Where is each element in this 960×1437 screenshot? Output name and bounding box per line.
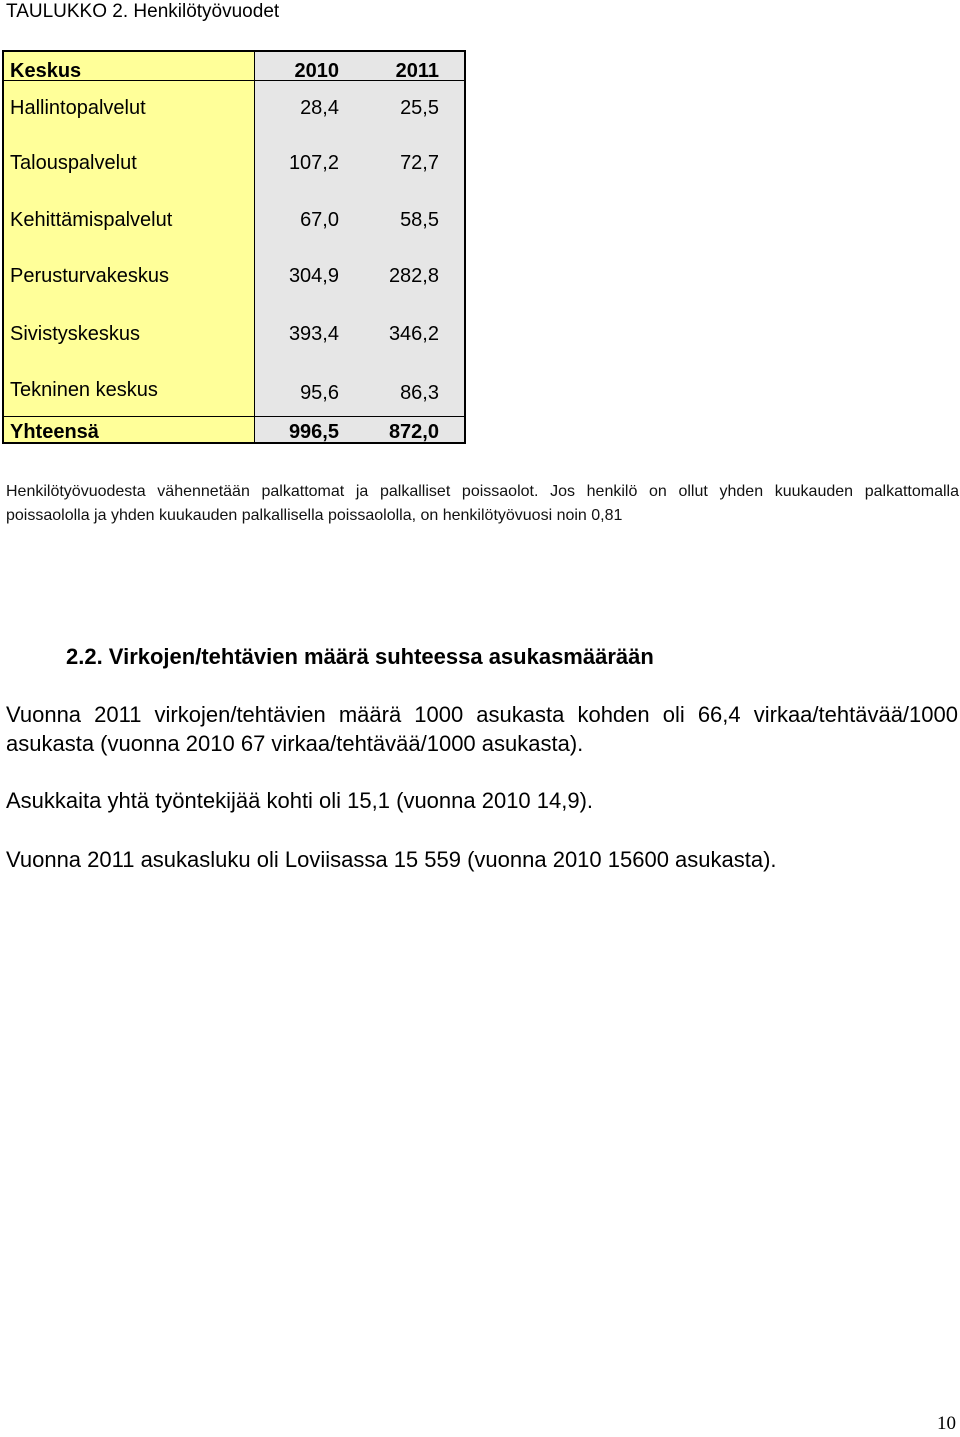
table-row: [4, 143, 464, 183]
header-divider: [4, 80, 464, 81]
body-paragraph: Vuonna 2011 asukasluku oli Loviisassa 15 559 (vuonna 2010 15600 asukasta).: [6, 847, 777, 872]
table-caption: TAULUKKO 2. Henkilötyövuodet: [6, 1, 280, 22]
total-value-2010: 996,5: [288, 421, 339, 443]
row-label: Kehittämispalvelut: [10, 209, 173, 231]
row-value-2011: 86,3: [400, 382, 439, 404]
total-value-2011: 872,0: [388, 421, 439, 443]
row-label: Hallintopalvelut: [10, 97, 146, 119]
row-value-2010: 304,9: [288, 265, 339, 287]
row-value-2011: 25,5: [400, 97, 439, 119]
table-header-row: [4, 51, 464, 91]
header-year-2011: 2011: [395, 60, 439, 82]
row-value-2011: 72,7: [400, 152, 439, 174]
row-value-2010: 28,4: [300, 97, 339, 119]
table-row: [4, 88, 464, 128]
section-heading: 2.2. Virkojen/tehtävien määrä suhteessa asukasmäärään: [66, 644, 654, 669]
row-label: Talouspalvelut: [10, 152, 137, 174]
table-row: [4, 314, 464, 354]
table-total-row: [4, 412, 464, 452]
table-row: [4, 256, 464, 296]
row-value-2010: 107,2: [288, 152, 339, 174]
body-paragraph: Vuonna 2011 virkojen/tehtävien määrä 1000 asukasta kohden oli 66,4 virkaa/tehtävää/1000 asukasta (vuonna 2010 67 virkaa/tehtävää/1000 asukasta).: [6, 702, 958, 756]
page-number: 10: [937, 1413, 956, 1434]
body-paragraph: Asukkaita yhtä työntekijää kohti oli 15,1 (vuonna 2010 14,9).: [6, 788, 594, 813]
header-year-2010: 2010: [294, 60, 339, 82]
row-label: Perusturvakeskus: [10, 265, 169, 287]
table-row: [4, 370, 464, 410]
row-value-2011: 58,5: [400, 209, 439, 231]
table-row: [4, 200, 464, 240]
header-label: Keskus: [10, 60, 82, 82]
row-value-2010: 95,6: [300, 382, 339, 404]
row-label: Tekninen keskus: [10, 379, 158, 401]
row-value-2010: 67,0: [300, 209, 339, 231]
row-label: Sivistyskeskus: [10, 323, 141, 345]
row-value-2011: 346,2: [388, 323, 439, 345]
row-value-2010: 393,4: [288, 323, 339, 345]
row-value-2011: 282,8: [388, 265, 439, 287]
personnel-table: [2, 50, 466, 444]
table-footnote: Henkilötyövuodesta vähennetään palkattomat ja palkalliset poissaolot. Jos henkilö on ollut yhden kuukauden palkattomalla poissaololla ja yhden kuukauden palkallisella poissaololla, on henkilötyövuosi noin 0,81: [6, 483, 959, 524]
total-label: Yhteensä: [10, 421, 99, 443]
